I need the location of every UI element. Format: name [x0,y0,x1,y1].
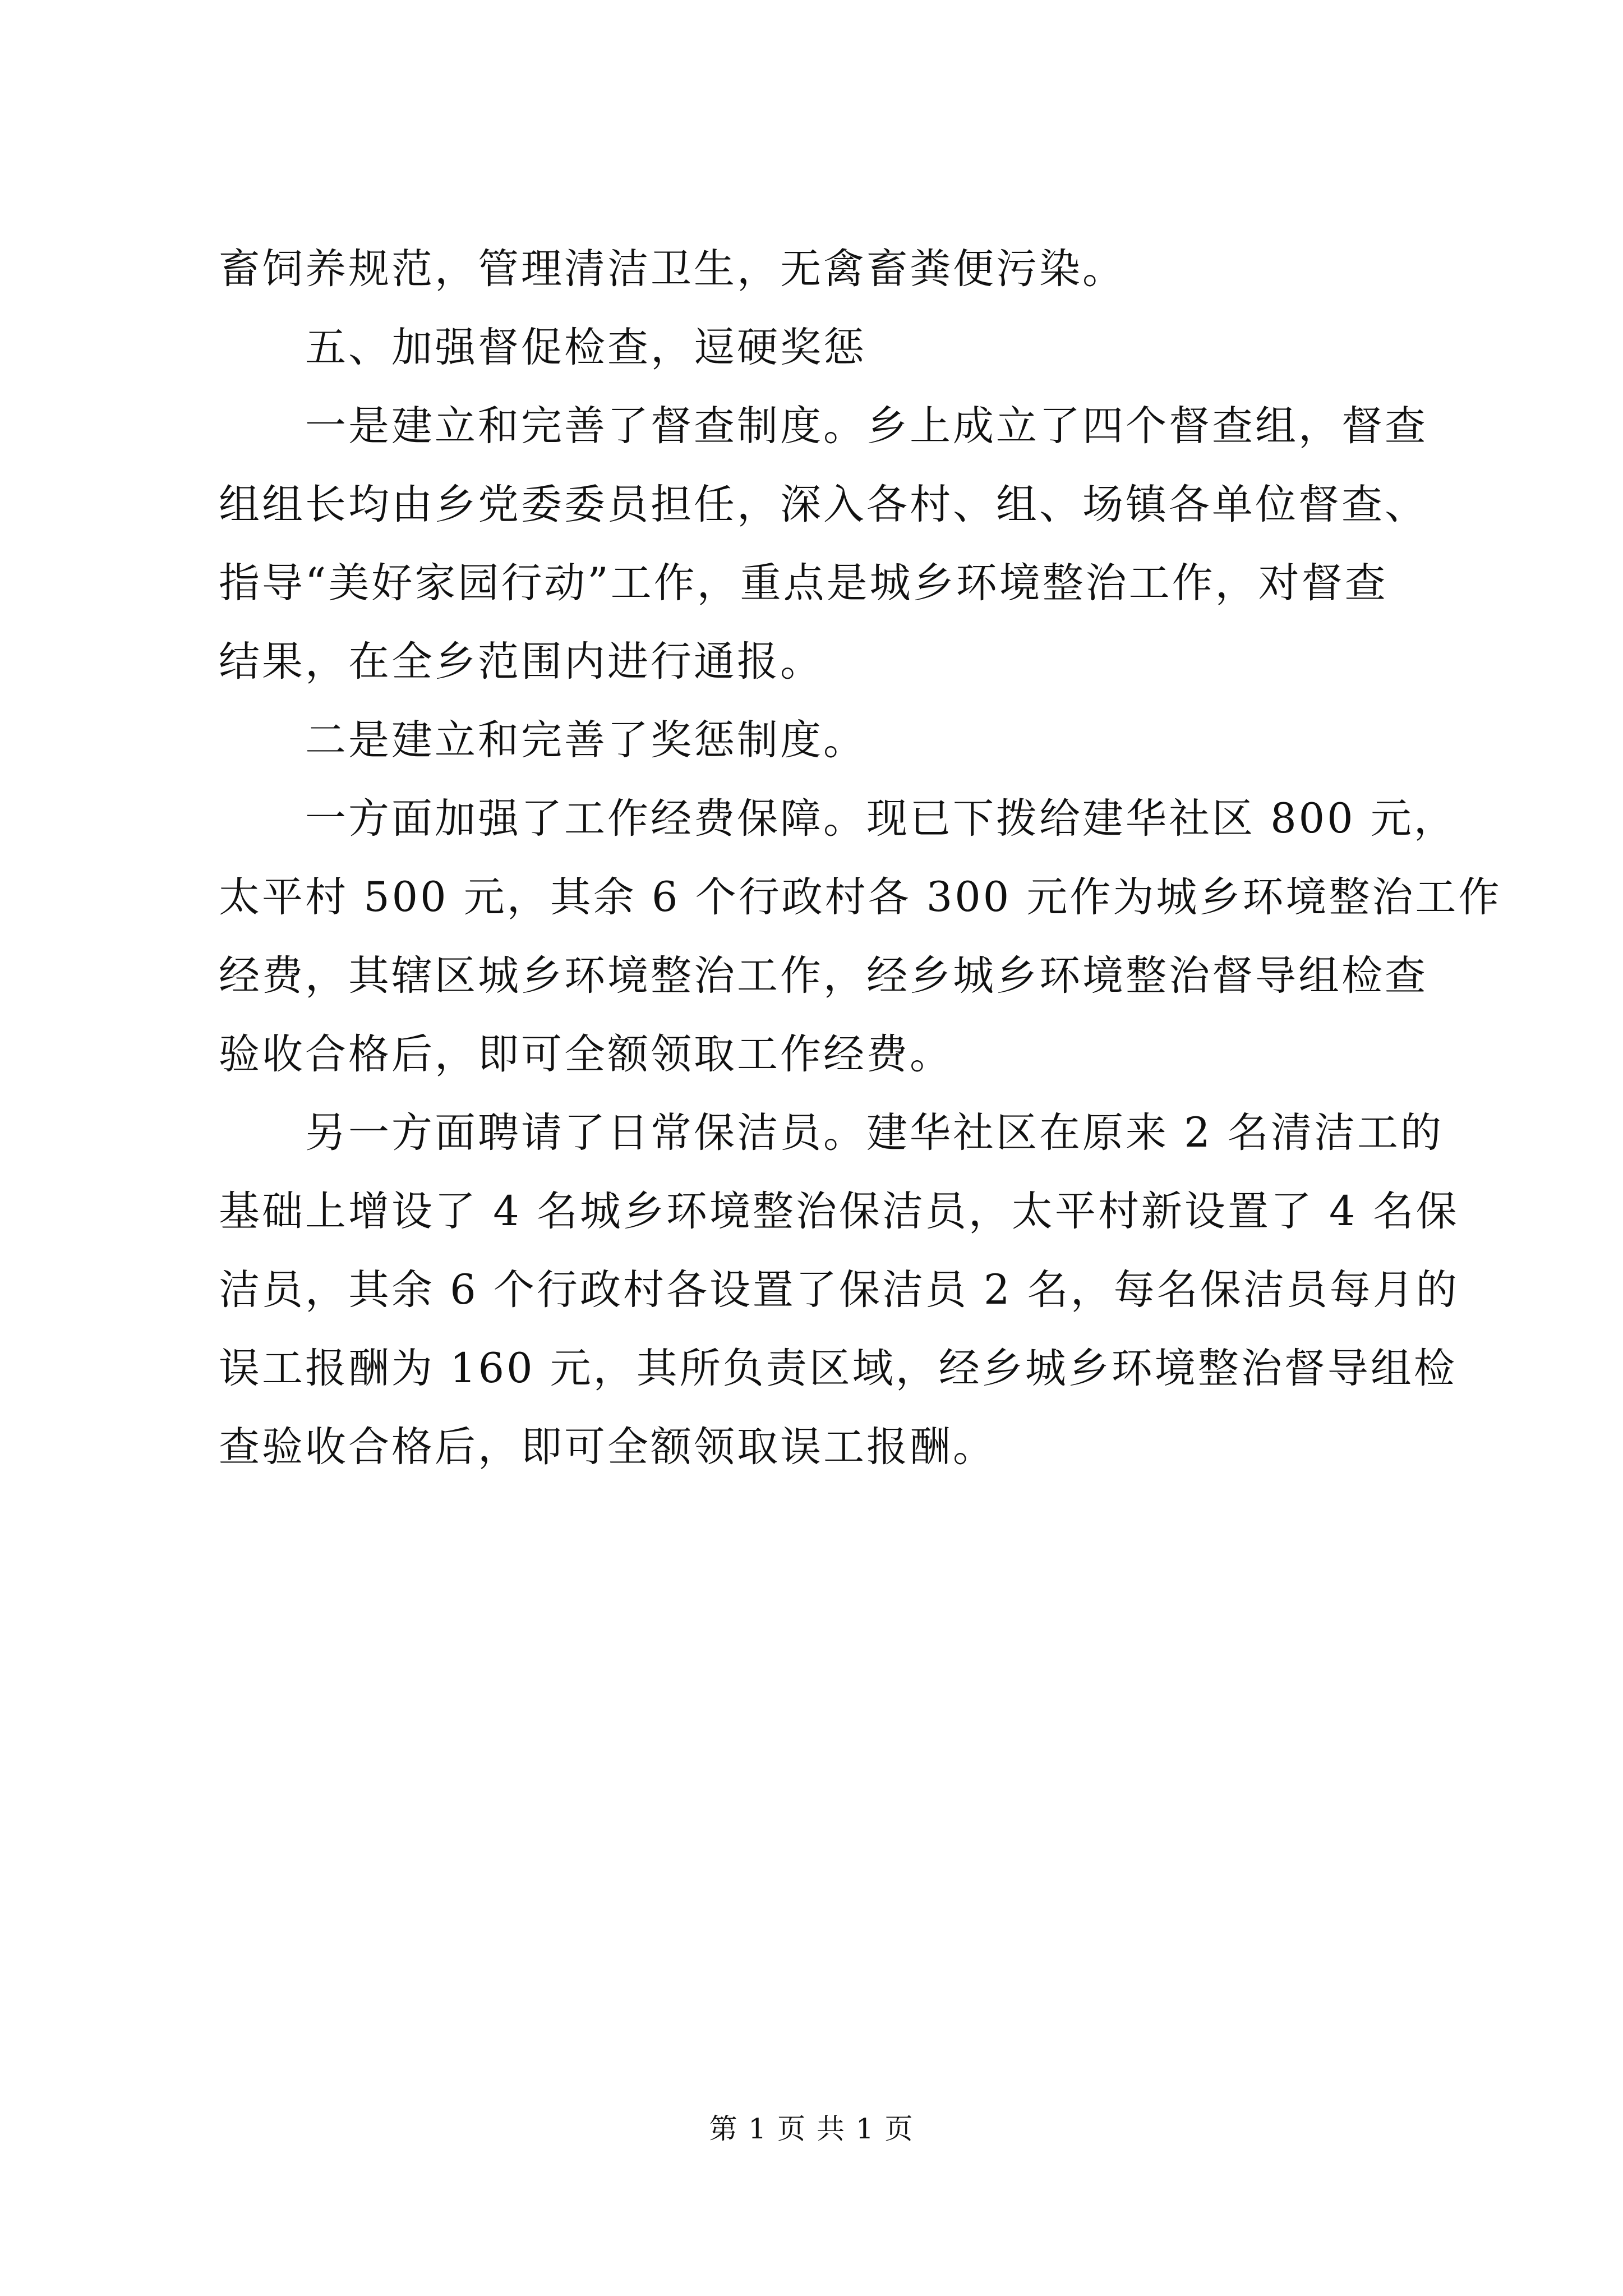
text-line-13: 基础上增设了 4 名城乡环境整治保洁员，太平村新设置了 4 名保 [219,1188,1459,1235]
text-line-11: 验收合格后，即可全额领取工作经费。 [219,1030,953,1078]
document-body [219,230,1502,1487]
text-line-10: 经费，其辖区城乡环境整治工作，经乡城乡环境整治督导组检查 [219,952,1428,1000]
text-line-1: 畜饲养规范，管理清洁卫生，无禽畜粪便污染。 [219,245,1126,293]
text-line-16: 查验收合格后，即可全额领取误工报酬。 [219,1423,996,1471]
text-line-9: 太平村 500 元，其余 6 个行政村各 300 元作为城乡环境整治工作 [219,873,1502,921]
text-line-6: 结果，在全乡范围内进行通报。 [219,638,823,685]
text-line-15: 误工报酬为 160 元，其所负责区域，经乡城乡环境整治督导组检 [219,1345,1457,1392]
page-number-footer: 第 1 页 共 1 页 [709,2113,914,2145]
text-line-5: 指导“美好家园行动”工作，重点是城乡环境整治工作，对督查 [219,559,1388,607]
text-line-4: 组组长均由乡党委委员担任，深入各村、组、场镇各单位督查、 [219,481,1428,528]
text-line-3: 一是建立和完善了督查制度。乡上成立了四个督查组，督查 [305,402,1428,450]
section-heading-5: 五、加强督促检查，逗硬奖惩 [305,324,866,371]
text-line-12: 另一方面聘请了日常保洁员。建华社区在原来 2 名清洁工的 [305,1109,1444,1157]
text-line-14: 洁员，其余 6 个行政村各设置了保洁员 2 名，每名保洁员每月的 [219,1266,1459,1314]
text-line-8: 一方面加强了工作经费保障。现已下拨给建华社区 800 元， [305,795,1457,843]
text-line-7: 二是建立和完善了奖惩制度。 [305,716,866,764]
